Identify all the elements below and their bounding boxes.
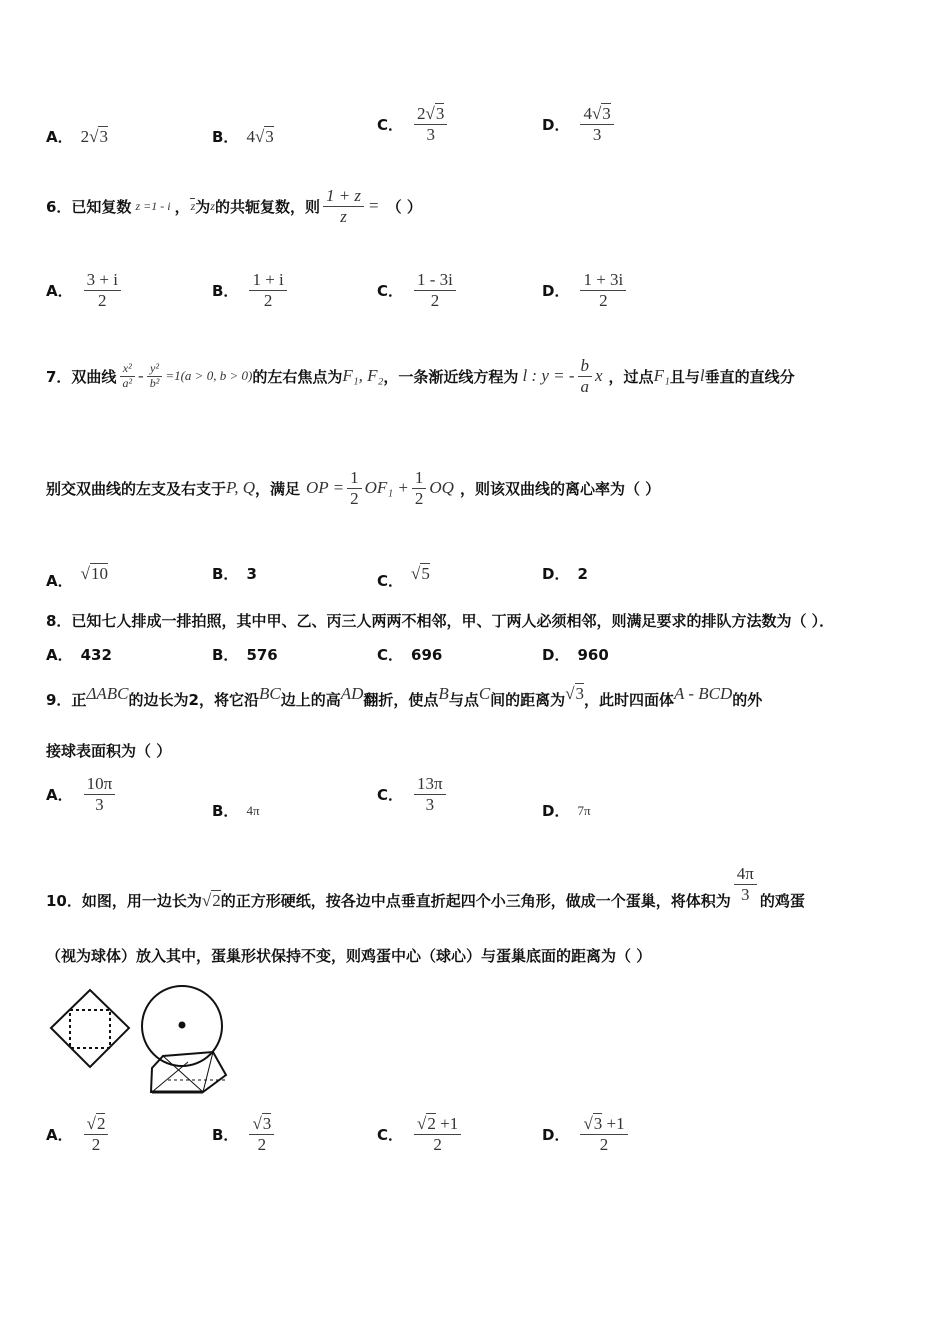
text: ，过点 (608, 367, 654, 386)
numerator: 1 (412, 468, 427, 489)
text: 边上的高 (280, 690, 341, 709)
radicand: 3 (435, 104, 445, 123)
folded-square-diagram (51, 990, 129, 1067)
option-label: A． (46, 1125, 73, 1144)
option-value: 2 (577, 564, 588, 583)
text: 9．正 (46, 690, 87, 709)
text: （视为球体）放入其中，蛋巢形状保持不变，则鸡蛋中心（球心）与蛋巢底面的距离为（ ） (46, 947, 652, 965)
option-label: D． (542, 115, 570, 134)
fraction: $\frac{4√3}{3}$ (580, 104, 613, 144)
denominator: 3 (741, 885, 750, 904)
q9-option-b[interactable] (212, 800, 260, 821)
math: AD (340, 684, 364, 703)
option-value: 4π (246, 802, 260, 818)
fraction (119, 362, 135, 391)
radicand: 10 (90, 563, 108, 583)
numerator: 1 + z (323, 186, 364, 207)
option-label: C． (377, 1125, 404, 1144)
q10-option-a[interactable] (46, 1114, 111, 1154)
question-7-line-2 (46, 468, 660, 508)
fraction (84, 774, 116, 814)
math: z (210, 198, 215, 213)
math: √3 (565, 684, 585, 703)
option-label: A． (46, 572, 73, 590)
text: 的边长为2，将它沿 (128, 690, 259, 709)
option-label: C． (377, 572, 404, 590)
radicand: 3 (575, 684, 585, 703)
denominator: 2 (433, 1134, 442, 1154)
q7-option-a[interactable] (46, 556, 108, 591)
question-10-line-2 (46, 945, 651, 966)
coef: 2 (417, 104, 426, 123)
vector-op: OP = (306, 478, 345, 498)
text: 的外 (732, 690, 763, 709)
text: 7．双曲线 (46, 367, 117, 386)
egg-in-nest-diagram (142, 986, 226, 1092)
radicand: 2 (212, 890, 221, 910)
q7-option-b[interactable] (212, 563, 257, 584)
q5-option-b[interactable] (212, 126, 274, 147)
math: =1(a > 0, b > 0) (165, 368, 253, 384)
fraction (578, 356, 593, 396)
math: - (138, 366, 144, 386)
fraction: $\frac{√2 +1}{2}$ (414, 1114, 461, 1154)
numerator: x² (120, 362, 135, 377)
fraction: $\frac{√3 +1}{2}$ (580, 1114, 627, 1154)
math: l : y = - (522, 366, 575, 386)
text: 为 (195, 197, 211, 216)
denominator: 2 (263, 290, 273, 310)
numerator: 10π (84, 774, 116, 795)
text: ，一条渐近线方程为 (383, 367, 519, 386)
fraction (414, 270, 456, 310)
text: 8．已知七人排成一排拍照，其中甲、乙、丙三人两两不相邻，甲、丁两人必须相邻，则满足要求的排队方法数为（ ）． (46, 612, 835, 630)
denominator: 2 (599, 1134, 609, 1154)
option-value: 696 (411, 645, 443, 664)
numerator: 13π (414, 774, 446, 795)
option-label: A． (46, 785, 73, 804)
q8-option-c[interactable] (377, 644, 442, 665)
text: 6．已知复数 (46, 197, 132, 216)
question-10-line-1 (46, 858, 805, 911)
numerator: y² (147, 362, 162, 377)
math: B (438, 684, 449, 703)
question-8 (46, 610, 834, 631)
q6-option-a[interactable] (46, 270, 124, 310)
option-value: √10 (80, 563, 108, 583)
text: 接球表面积为（ ） (46, 742, 172, 760)
option-label: A． (46, 646, 73, 664)
option-label: B． (212, 565, 239, 583)
denominator: b² (149, 375, 160, 390)
math: F₁, F₂ (342, 366, 384, 386)
text: ，此时四面体 (584, 690, 675, 709)
math: z (190, 199, 196, 214)
q9-option-a[interactable] (46, 774, 118, 814)
fraction (147, 362, 163, 391)
option-value: √5 (411, 563, 430, 583)
q5-option-d[interactable] (542, 104, 617, 144)
fraction: $\frac{√3}{2}$ (249, 1114, 274, 1154)
fraction (347, 468, 362, 508)
denominator: 3 (426, 124, 435, 144)
denominator: 2 (599, 290, 608, 310)
q6-option-b[interactable] (212, 270, 290, 310)
option-value: 3 (246, 564, 257, 583)
denominator: 3 (592, 124, 602, 144)
numerator: 3 + i (84, 270, 121, 291)
option-label: A． (46, 281, 73, 300)
q9-option-d[interactable] (542, 800, 591, 821)
egg-nest-figure (48, 980, 238, 1098)
numerator: 1 + 3i (580, 270, 626, 291)
fraction (414, 774, 446, 814)
q9-option-c[interactable] (377, 774, 449, 814)
option-label: B． (212, 646, 239, 664)
denominator: 2 (414, 488, 424, 508)
text: 且与 (669, 367, 700, 386)
plus-one: +1 (435, 1114, 459, 1133)
option-label: C． (377, 115, 404, 134)
option-label: C． (377, 785, 404, 804)
option-label: D． (542, 281, 570, 300)
radicand: 3 (99, 126, 108, 146)
q8-option-b[interactable] (212, 644, 278, 665)
math: C (478, 684, 491, 703)
option-value: 2√3 (80, 126, 108, 146)
radicand: 2 (427, 1114, 436, 1133)
text: 的共轭复数，则 (214, 197, 320, 216)
vector-oq: OQ (429, 478, 454, 498)
math: P, Q (226, 478, 255, 498)
radicand: 3 (265, 126, 274, 146)
text: 翻折，使点 (363, 690, 439, 709)
q10-option-d[interactable] (542, 1114, 631, 1154)
option-value: 4√3 (246, 126, 274, 146)
option-label: B． (212, 128, 239, 146)
question-6 (46, 186, 422, 226)
option-label: D． (542, 565, 570, 583)
numerator: 4π (734, 864, 757, 885)
math: F₁ (653, 366, 670, 386)
option-label: B． (212, 281, 239, 300)
question-7-line-1 (46, 356, 795, 396)
radicand: 3 (262, 1114, 272, 1133)
text: ，满足 (255, 479, 301, 498)
numerator: 1 (347, 468, 362, 489)
fraction (580, 270, 626, 310)
text: 与点 (448, 690, 479, 709)
denominator: 3 (95, 794, 104, 814)
fraction: $\frac{√2}{2}$ (84, 1114, 109, 1154)
q10-option-b[interactable] (212, 1114, 277, 1154)
denominator: z (340, 206, 347, 226)
numerator: 1 + i (249, 270, 286, 291)
radicand: 3 (602, 104, 611, 123)
option-label: C． (377, 281, 404, 300)
radicand: 3 (593, 1114, 603, 1133)
denominator: 2 (430, 290, 440, 310)
numerator: b (578, 356, 593, 377)
denominator: 2 (350, 488, 359, 508)
math: A - BCD (674, 684, 733, 703)
radicand: 5 (421, 563, 430, 583)
math: l (699, 366, 705, 386)
option-label: B． (212, 1125, 239, 1144)
fraction (323, 186, 364, 226)
fraction: $\frac{2√3}{3}$ (414, 104, 447, 144)
denominator: 2 (91, 1134, 101, 1154)
option-value: 576 (246, 645, 278, 664)
radicand: 2 (96, 1114, 106, 1133)
text: 别交双曲线的左支及右支于 (46, 479, 227, 498)
denominator: a (580, 376, 589, 396)
option-label: D． (542, 1125, 570, 1144)
option-label: B． (212, 802, 239, 820)
option-label: C． (377, 646, 404, 664)
q7-option-d[interactable] (542, 563, 588, 584)
q5-option-c[interactable] (377, 104, 450, 144)
question-9-line-2 (46, 740, 171, 761)
math: x (595, 366, 603, 386)
text: 的正方形硬纸，按各边中点垂直折起四个小三角形，做成一个蛋巢，将体积为 (220, 892, 731, 910)
vector-of1: OF₁ + (364, 478, 409, 498)
text: 的鸡蛋 (759, 892, 805, 910)
option-value: 7π (577, 802, 591, 818)
denominator: 2 (257, 1134, 267, 1154)
coef: 4 (583, 104, 592, 123)
q5-option-a[interactable] (46, 126, 108, 147)
q6-option-c[interactable] (377, 270, 459, 310)
fraction (412, 468, 427, 508)
math: = (369, 196, 379, 216)
question-9-line-1 (46, 684, 762, 714)
q8-option-a[interactable] (46, 644, 112, 665)
fraction (84, 270, 121, 310)
denominator: 2 (98, 290, 107, 310)
text: ， (174, 197, 190, 216)
text: 垂直的直线分 (704, 367, 795, 386)
fraction (734, 864, 757, 904)
coef: 4 (246, 126, 255, 146)
option-label: D． (542, 802, 570, 820)
denominator: 3 (425, 794, 435, 814)
q7-option-c[interactable] (377, 556, 430, 591)
fraction (249, 270, 286, 310)
text: 的左右焦点为 (252, 367, 343, 386)
option-label: D． (542, 646, 570, 664)
q8-option-d[interactable] (542, 644, 609, 665)
numerator: 1 - 3i (414, 270, 456, 291)
coef: 2 (80, 126, 90, 146)
plus-one: +1 (602, 1114, 625, 1133)
math: ΔABC (86, 684, 129, 703)
text: 10．如图，用一边长为 (46, 892, 202, 910)
math: z =1 - i (135, 198, 171, 213)
q6-option-d[interactable] (542, 270, 629, 310)
option-value: 432 (80, 645, 112, 664)
option-value: 960 (577, 645, 609, 664)
denominator: a² (122, 375, 133, 390)
q10-option-c[interactable] (377, 1114, 464, 1154)
math: √2 (201, 890, 221, 910)
option-label: A． (46, 128, 73, 146)
text: （ ） (386, 197, 422, 216)
text: ，则该双曲线的离心率为（ ） (459, 479, 661, 498)
math: BC (258, 684, 281, 703)
text: 间的距离为 (490, 690, 566, 709)
